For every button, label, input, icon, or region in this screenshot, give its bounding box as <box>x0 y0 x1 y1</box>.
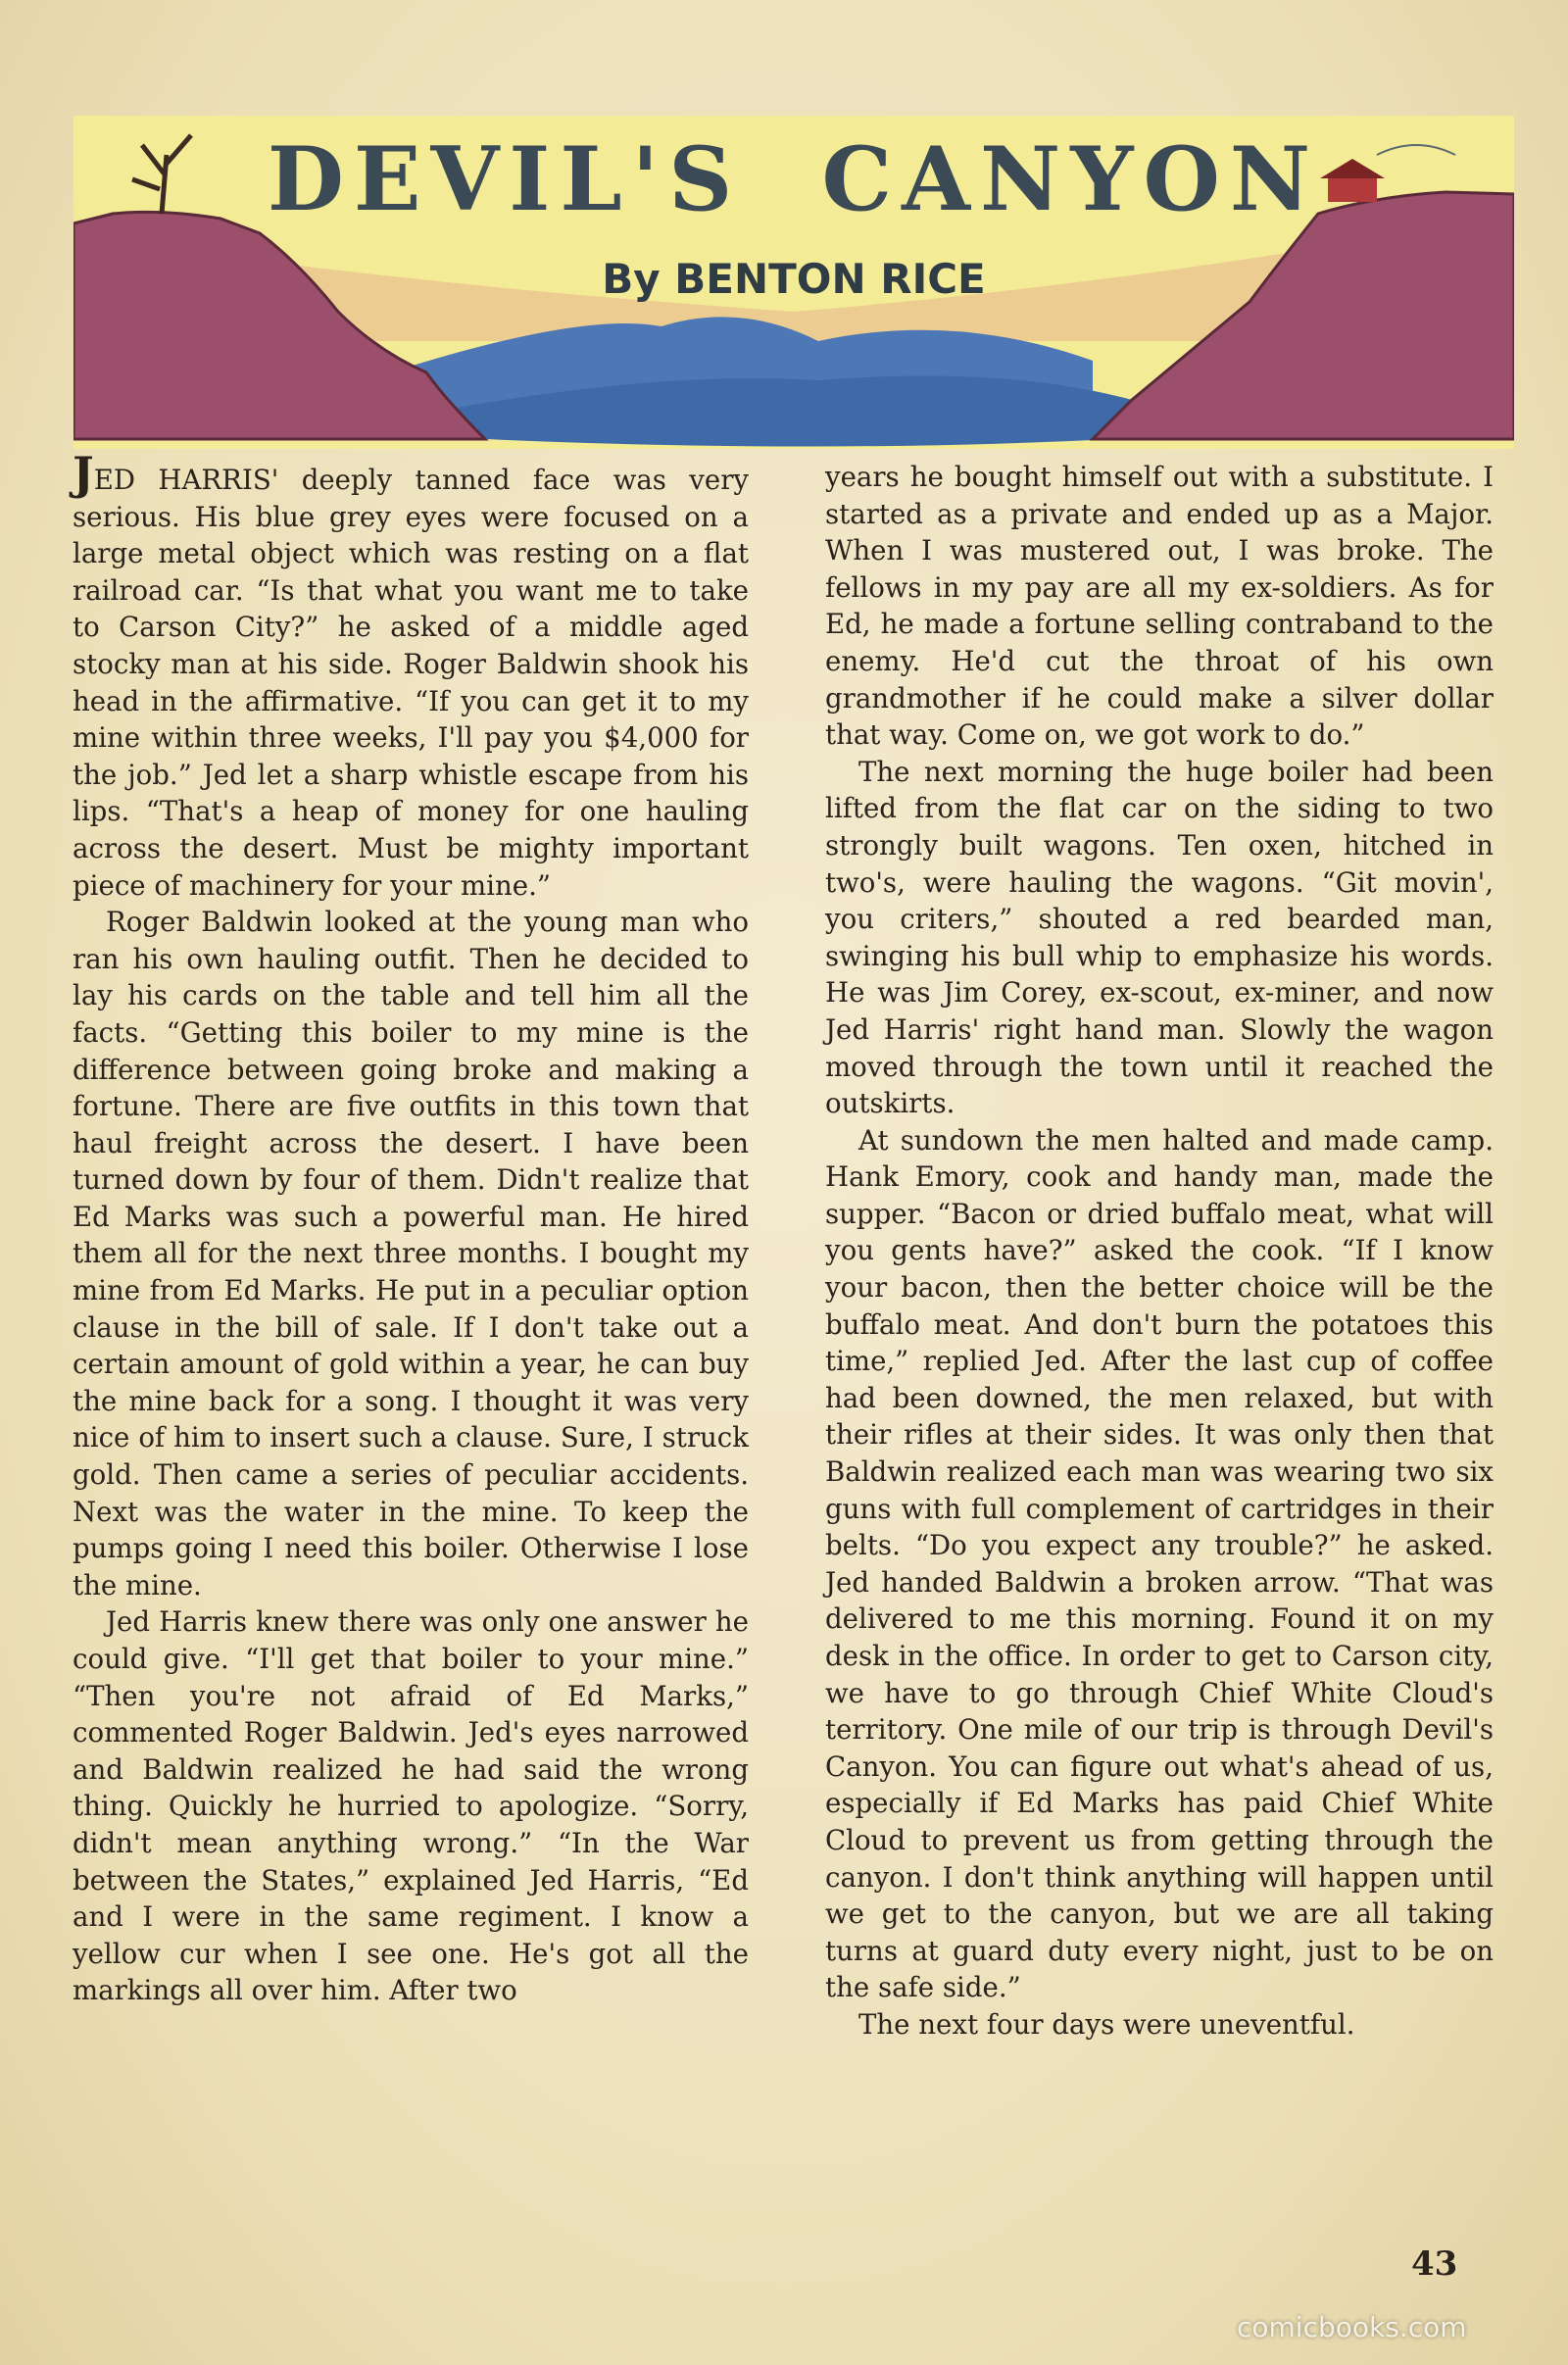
paragraph: The next morning the huge boiler had been lifted from the flat car on the siding to two strongly built wagons. Ten oxen, hitched in two's, were hauling the wagons. “Git movin', you criters,” shouted a red bearded man, swinging his bull whip to emphasize his words. He was Jim Corey, ex-scout, ex-miner, and now Jed Harris' right hand man. Slowly the wagon moved through the town until it reached the outskirts. <box>825 755 1494 1120</box>
watermark: comicbooks.com <box>1237 2311 1467 2343</box>
story-byline: By BENTON RICE <box>602 255 986 303</box>
paragraph-text: ED HARRIS' deeply tanned face was very serious. His blue grey eyes were focused on a large metal object which was resting on a flat railroad car. “Is that what you want me to take to Carson City?” he asked of a middle aged stocky man at his side. Roger Baldwin shook his head in the affirmative. “If you can get it to my mine within three weeks, I'll pay you $4,000 for the job.” Jed let a sharp whistle escape from his lips. “That's a heap of money for one hauling across the desert. Must be mighty important piece of machinery for your mine.” <box>73 464 749 902</box>
paragraph: years he bought himself out with a substitute. I started as a private and ended up as a Major. When I was mustered out, I was broke. The fellows in my pay are all my ex-soldiers. As for Ed, he made a fortune selling contraband to the enemy. He'd cut the throat of his own grandmother if he could make a silver dollar that way. Come on, we got work to do.” <box>825 461 1494 752</box>
paragraph: At sundown the men halted and made camp. Hank Emory, cook and handy man, made the supper. “Bacon or dried buffalo meat, what will you gents have?” asked the cook. “If I know your bacon, then the better choice will be the buffalo meat. And don't burn the potatoes this time,” replied Jed. After the last cup of coffee had been downed, the men relaxed, but with their rifles at their sides. It was only then that Baldwin realized each man was wearing two six guns with full complement of cartridges in their belts. “Do you expect any trouble?” he asked. Jed handed Baldwin a broken arrow. “That was delivered to me this morning. Found it on my desk in the office. In order to get to Carson city, we have to go through Chief White Cloud's territory. One mile of our trip is through Devil's Canyon. You can figure out what's ahead of us, especially if Ed Marks has paid Chief White Cloud to prevent us from getting through the canyon. I don't think anything will happen until we get to the canyon, but we are all taking turns at guard duty every night, just to be on the safe side.” <box>825 1123 1494 2004</box>
paragraph: Roger Baldwin looked at the young man who ran his own hauling outfit. Then he decided to lay his cards on the table and tell him all the facts. “Getting this boiler to my mine is the difference between going broke and making a fortune. There are five outfits in this town that haul freight across the desert. I have been turned down by four of them. Didn't realize that Ed Marks was such a powerful man. He hired them all for the next three months. I bought my mine from Ed Marks. He put in a peculiar option clause in the bill of sale. If I don't take out a certain amount of gold within a year, he can buy the mine back for a song. I thought it was very nice of him to insert such a clause. Sure, I struck gold. Then came a series of peculiar accidents. Next was the water in the mine. To keep the pumps going I need this boiler. Otherwise I lose the mine. <box>73 906 749 1601</box>
page-number: 43 <box>1411 2244 1458 2284</box>
left-column <box>73 447 749 2009</box>
paragraph: Jed Harris knew there was only one answer he could give. “I'll get that boiler to your mine.” “Then you're not afraid of Ed Marks,” commented Roger Baldwin. Jed's eyes narrowed and Baldwin realized he had said the wrong thing. Quickly he hurried to apologize. “Sorry, didn't mean anything wrong.” “In the War between the States,” explained Jed Harris, “Ed and I were in the same regiment. I know a yellow cur when I see one. He's got all the markings all over him. After two <box>73 1605 749 2007</box>
paragraph <box>73 447 749 904</box>
story-title: DEVIL'S CANYON <box>267 127 1321 231</box>
drop-cap: J <box>73 447 94 500</box>
right-column <box>825 459 1494 2044</box>
title-banner <box>74 116 1514 454</box>
paragraph: The next four days were uneventful. <box>858 2007 1355 2041</box>
